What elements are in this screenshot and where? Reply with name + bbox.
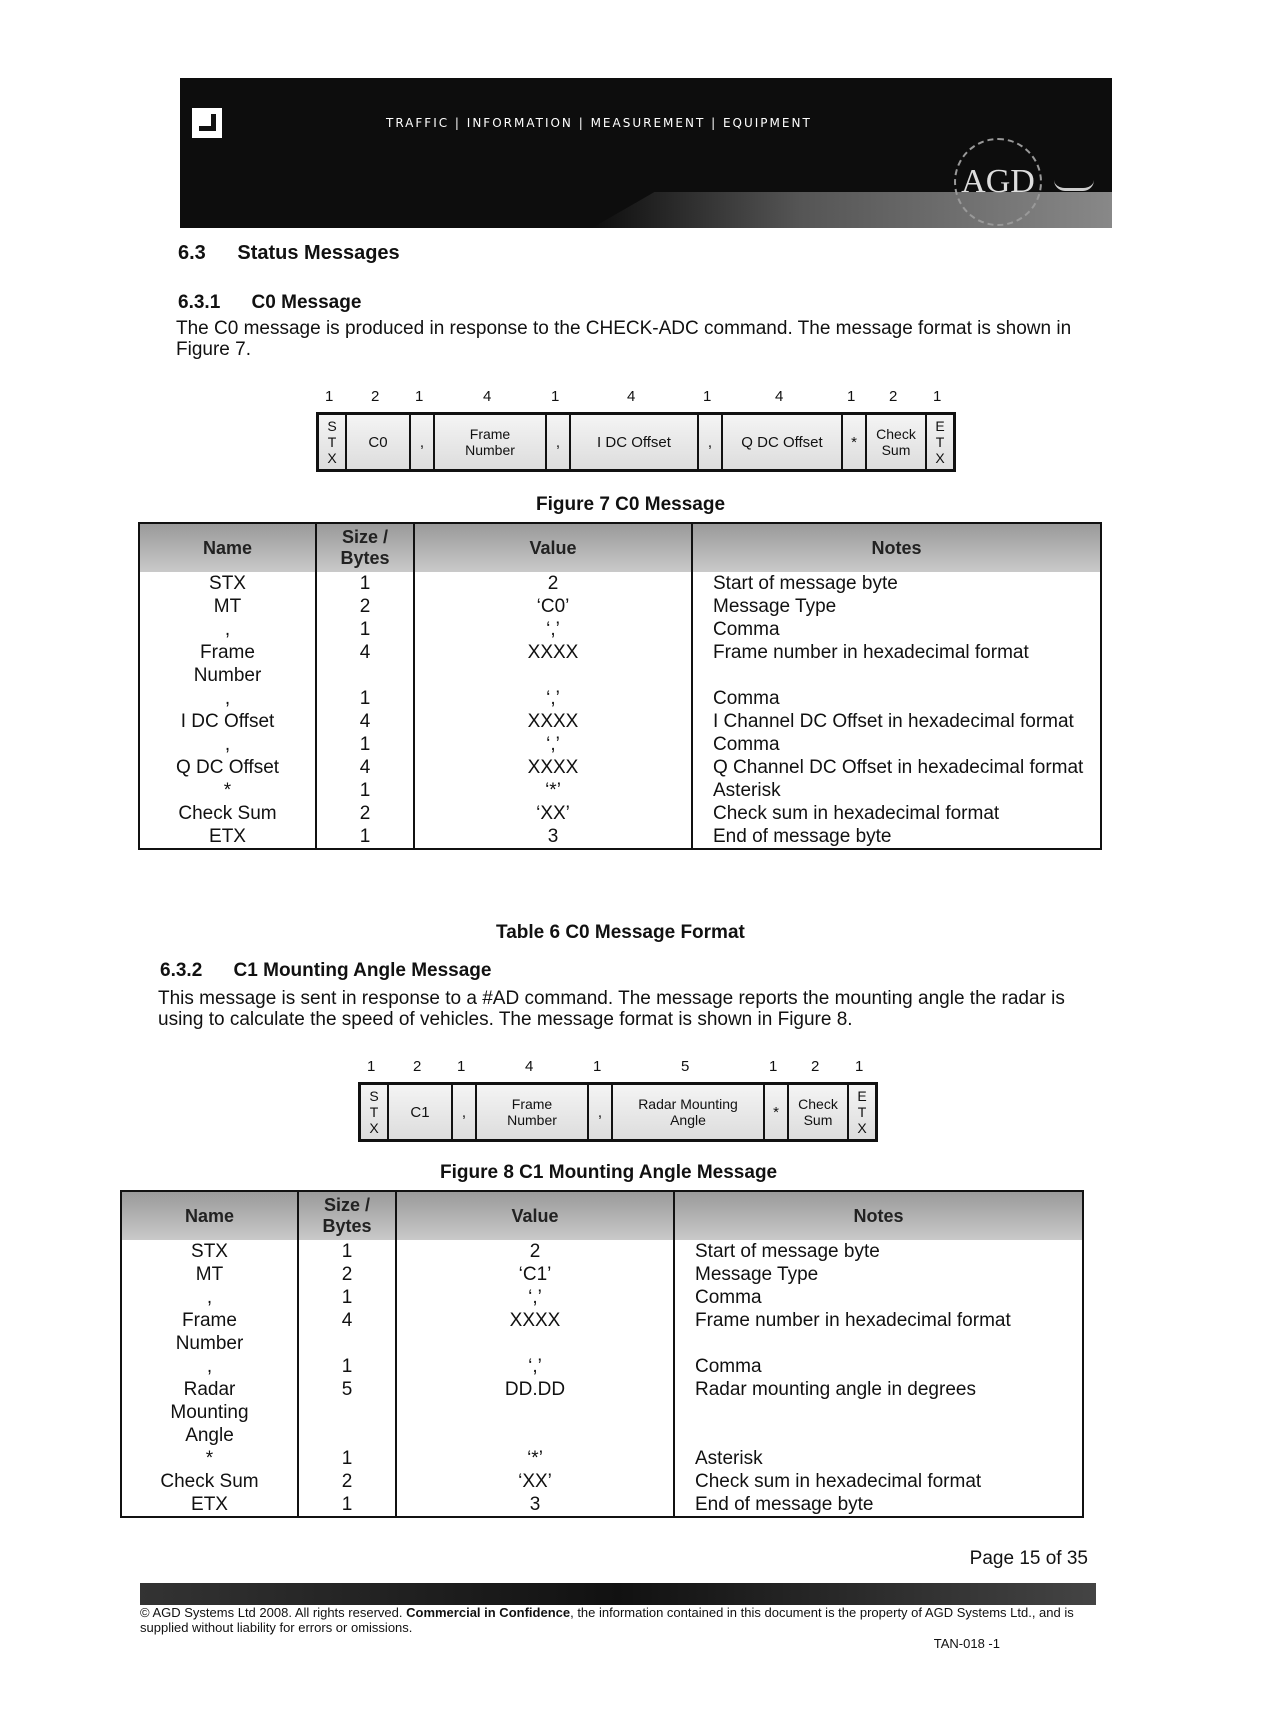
table-cell-name: STX MT , Frame Number [122,1240,298,1355]
byte-size-label: 1 [593,1058,602,1075]
c1-number: 6.3.2 [160,960,203,981]
table-header-row [122,1192,1082,1240]
frame-field [843,415,867,469]
figure8-caption: Figure 8 C1 Mounting Angle Message [440,1162,778,1183]
frame-field [435,415,547,469]
frame-field [613,1085,765,1139]
table-cell-notes: Start of message byte Message Type Comma Frame number in hexadecimal format [695,1241,1011,1331]
frame-field [699,415,723,469]
frame-field-label: * [773,1103,779,1121]
table-cell-value: ‘,’ XXXX [414,733,692,779]
table-cell-notes: Comma I Channel DC Offset in hexadecimal format [713,688,1074,732]
frame-field [571,415,699,469]
frame-field-label: T [369,1104,379,1120]
frame-field-label: Sum [803,1112,833,1128]
table-cell-value: ‘,’ DD.DD [396,1355,674,1447]
table-cell-size: 1 2 1 4 [298,1240,396,1355]
frame-field [789,1085,849,1139]
c1-message-frame [358,1082,878,1142]
c0-title: C0 Message [251,292,362,313]
table-cell-size: 1 2 1 [316,779,414,848]
table-row [140,733,1100,779]
frame-field-label: E [857,1088,867,1104]
frame-field [927,415,953,469]
table-cell-name: , I DC Offset [140,687,316,733]
figure7-caption: Figure 7 C0 Message [536,494,726,515]
c1-format-table [120,1190,1084,1518]
table-cell-notes: Start of message byte Message Type Comma Frame number in hexadecimal format [713,573,1029,663]
c0-number: 6.3.1 [178,292,221,313]
footer-bar [140,1583,1096,1605]
byte-size-label: 2 [413,1058,422,1075]
table-cell-notes: Asterisk Check sum in hexadecimal format End of message byte [695,1448,982,1515]
frame-field-label: Number [507,1112,557,1128]
table-row [140,572,1100,687]
table-cell-name: STX MT , Frame Number [140,572,316,687]
table-cell-notes: Comma Q Channel DC Offset in hexadecimal format [713,734,1084,778]
c1-intro: This message is sent in response to a #AD command. The message reports the mounting angle the radar is using to calculate the speed of vehicles. The message format is shown in Figure 8. [158,988,1065,1030]
table-cell-notes: Comma Radar mounting angle in degrees [695,1356,976,1400]
byte-size-label: 5 [681,1058,690,1075]
table-cell-value: 2 ‘C1’ ‘,’ XXXX [396,1240,674,1355]
column-header: Name [122,1192,298,1240]
frame-field [765,1085,789,1139]
table-cell-value: 2 ‘C0’ ‘,’ XXXX [414,572,692,687]
table-cell-size: 1 5 [298,1355,396,1447]
frame-field-label: I DC Offset [597,433,671,451]
frame-field-label: X [857,1120,867,1136]
table-cell-value: ‘*’ ‘XX’ 3 [414,779,692,848]
frame-field-label: T [327,434,337,450]
c0-message-frame [316,412,956,472]
footer-text [140,1605,1096,1635]
byte-size-label: 1 [703,388,712,405]
byte-size-label: 2 [811,1058,820,1075]
column-header: Value [414,524,692,572]
frame-field-label: , [597,1103,603,1121]
frame-field-label: S [369,1088,379,1104]
frame-field-label: Radar Mounting [638,1096,738,1112]
table-cell-size: 1 4 [316,687,414,733]
header-tagline: TRAFFIC | INFORMATION | MEASUREMENT | EQUIPMENT [386,116,812,130]
column-header: Name [140,524,316,572]
table6-caption: Table 6 C0 Message Format [496,922,745,943]
table-cell-name: * Check Sum ETX [140,779,316,848]
frame-field-label: C1 [410,1103,430,1121]
byte-size-label: 2 [371,388,380,405]
frame-field-label: X [935,450,945,466]
table-cell-size: 1 2 1 4 [316,572,414,687]
byte-size-label: 1 [855,1058,864,1075]
page-number: Page 15 of 35 [969,1548,1088,1569]
frame-field [389,1085,453,1139]
table-row [140,779,1100,848]
swoosh-icon [1054,180,1094,191]
footer-copyright: © AGD Systems Ltd 2008. All rights reserved. [140,1605,403,1620]
frame-field-label: , [707,433,713,451]
column-header: Size / Bytes [316,524,414,572]
frame-field [453,1085,477,1139]
table-row [122,1355,1082,1447]
table-row [122,1447,1082,1516]
c0-heading [178,292,361,314]
frame-field [347,415,411,469]
column-header: Size / Bytes [298,1192,396,1240]
frame-field-label: , [555,433,561,451]
frame-field-label: Sum [881,442,911,458]
frame-field-label: T [857,1104,867,1120]
frame-field-label: Check [876,426,916,442]
table-cell-value: ‘,’ XXXX [414,687,692,733]
frame-field [361,1085,389,1139]
frame-field-label: * [851,433,857,451]
table-cell-size: 1 2 1 [298,1447,396,1516]
table-row [122,1240,1082,1355]
header-banner [180,78,1112,228]
frame-field [589,1085,613,1139]
frame-field-label: , [419,433,425,451]
byte-size-label: 1 [325,388,334,405]
column-header: Value [396,1192,674,1240]
c1-heading [160,960,491,982]
table-cell-value: ‘*’ ‘XX’ 3 [396,1447,674,1516]
byte-size-label: 1 [367,1058,376,1075]
table-cell-size: 1 4 [316,733,414,779]
section-number: 6.3 [178,242,206,264]
c1-title: C1 Mounting Angle Message [233,960,492,981]
frame-field-label: X [327,450,337,466]
frame-field [477,1085,589,1139]
frame-field-label: Check [798,1096,838,1112]
column-header: Notes [674,1192,1082,1240]
c0-intro: The C0 message is produced in response to the CHECK-ADC command. The message format is shown in Figure 7. [176,318,1072,360]
frame-field-label: T [935,434,945,450]
frame-field-label: Angle [670,1112,706,1128]
frame-field [319,415,347,469]
section-heading [178,242,400,265]
c0-format-table [138,522,1102,850]
agd-seal-logo: AGD [954,138,1042,226]
footer-confidential: Commercial in Confidence [406,1605,571,1620]
section-title: Status Messages [237,242,400,264]
table-cell-name: , Q DC Offset [140,733,316,779]
frame-field-label: C0 [368,433,388,451]
byte-size-label: 1 [847,388,856,405]
frame-field-label: Frame [511,1096,553,1112]
byte-size-label: 1 [457,1058,466,1075]
footer-disclaimer: , the information contained in this document is the property of AGD Systems Ltd., and is supplied without liability for errors or omissions. [140,1605,1074,1635]
arrow-logo-icon [192,108,222,138]
table-row [140,687,1100,733]
document-id: TAN-018 -1 [933,1636,1000,1651]
frame-field [411,415,435,469]
frame-field [849,1085,875,1139]
byte-size-label: 1 [933,388,942,405]
frame-field [723,415,843,469]
frame-field-label: Number [465,442,515,458]
byte-size-label: 1 [415,388,424,405]
byte-size-label: 1 [769,1058,778,1075]
byte-size-label: 4 [483,388,492,405]
frame-field-label: , [461,1103,467,1121]
frame-field [547,415,571,469]
table-cell-name: * Check Sum ETX [122,1447,298,1516]
table-cell-notes: Asterisk Check sum in hexadecimal format End of message byte [713,780,1000,847]
byte-size-label: 2 [889,388,898,405]
frame-field-label: X [369,1120,379,1136]
frame-field [867,415,927,469]
table-header-row [140,524,1100,572]
byte-size-label: 4 [627,388,636,405]
byte-size-label: 4 [775,388,784,405]
byte-size-label: 4 [525,1058,534,1075]
byte-size-label: 1 [551,388,560,405]
table-cell-name: , Radar Mounting Angle [122,1355,298,1447]
frame-field-label: Q DC Offset [741,433,823,451]
frame-field-label: Frame [469,426,511,442]
column-header: Notes [692,524,1100,572]
frame-field-label: E [935,418,945,434]
frame-field-label: S [327,418,337,434]
